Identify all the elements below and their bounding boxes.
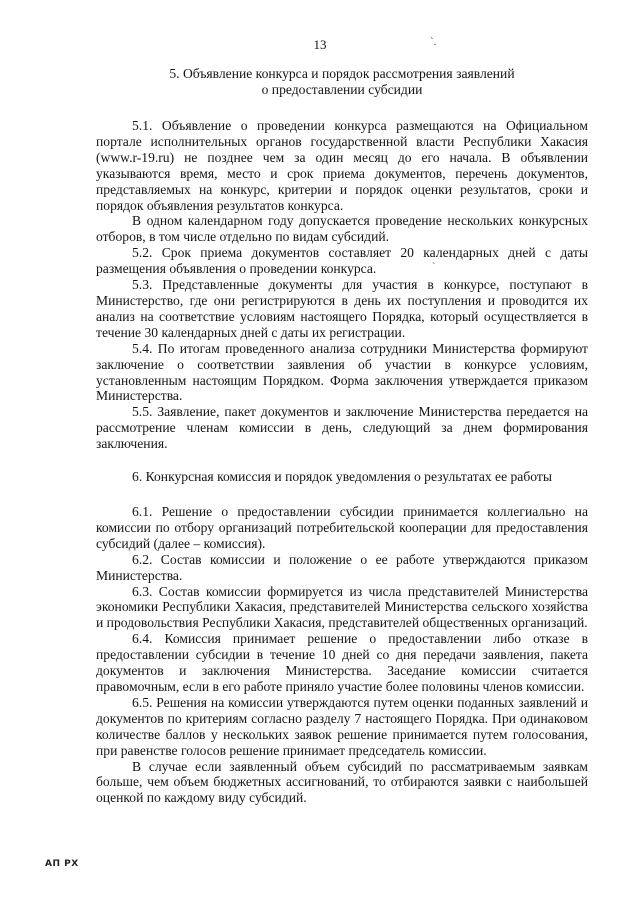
paragraph-5-4: 5.4. По итогам проведенного анализа сотрудники Министерства формируют заключение о соответствии заявления об участии в конкурсе условиям, установленным настоящим Порядком. Форма заключения утверждается приказом Министерства. — [96, 340, 588, 404]
document-body — [96, 66, 588, 806]
stray-mark: ` — [432, 262, 436, 273]
paragraph-6-5-note: В случае если заявленный объем субсидий по рассматриваемым заявкам больше, чем объем бюджетных ассигнований, то отбираются заявки с наибольшей оценкой по каждому виду субсидий. — [96, 758, 588, 806]
scan-mark: `. — [430, 36, 437, 48]
section-5-heading-line-2: о предоставлении субсидии — [261, 82, 423, 97]
paragraph-5-1-note: В одном календарном году допускается проведение нескольких конкурсных отборов, в том числе отдельно по видам субсидий. — [96, 213, 588, 245]
paragraph-6-3: 6.3. Состав комиссии формируется из числа представителей Министерства экономики Республики Хакасия, представителей Министерства сельского хозяйства и продовольствия Республики Хакасия, представителей общественных организаций. — [96, 583, 588, 631]
paragraph-6-1: 6.1. Решение о предоставлении субсидии принимается коллегиально на комиссии по отбору организаций потребительской кооперации для предоставления субсидий (далее – комиссия). — [96, 504, 588, 551]
page-number: 13 — [313, 37, 327, 52]
footer-mark: АП РХ — [45, 859, 79, 869]
paragraph-6-2: 6.2. Состав комиссии и положение о ее работе утверждаются приказом Министерства. — [96, 551, 588, 583]
paragraph-6-4: 6.4. Комиссия принимает решение о предоставлении либо отказе в предоставлении субсидии в течение 10 дней со дня передачи заявления, пакета документов и заключения Министерства. Заседание комиссии считается правомочным, если в его работе приняло участие более половины членов комиссии. — [96, 631, 588, 694]
paragraph-5-1: 5.1. Объявление о проведении конкурса размещаются на Официальном портале исполнительных органов государственной власти Республики Хакасия (www.r-19.ru) не позднее чем за один месяц до его начала. В объявлении указываются время, место и срок приема документов, перечень документов, представляемых на конкурс, критерии и порядок оценки результатов, сроки и порядок объявления результатов конкурса. — [96, 118, 588, 213]
section-6-heading: 6. Конкурсная комиссия и порядок уведомления о результатах ее работы — [132, 469, 552, 485]
paragraph-6-5: 6.5. Решения на комиссии утверждаются путем оценки поданных заявлений и документов по критериям согласно разделу 7 настоящего Порядка. При одинаковом количестве баллов у нескольких заявок решение принимается путем голосования, при равенстве голосов решение принимает председатель комиссии. — [96, 694, 588, 758]
paragraph-5-3: 5.3. Представленные документы для участия в конкурсе, поступают в Министерство, где они регистрируются в день их поступления и проводится их анализ на соответствие условиям настоящего Порядка, который осуществляется в течение 30 календарных дней с даты их регистрации. — [96, 277, 588, 340]
section-5-heading-line-1: 5. Объявление конкурса и порядок рассмотрения заявлений — [169, 66, 515, 81]
section-5-heading — [96, 66, 588, 98]
paragraph-5-5: 5.5. Заявление, пакет документов и заключение Министерства передается на рассмотрение членам комиссии в день, следующий за днем формирования заключения. — [96, 404, 588, 452]
paragraph-5-2: 5.2. Срок приема документов составляет 20 календарных дней с даты размещения объявления о проведении конкурса. — [96, 245, 588, 277]
